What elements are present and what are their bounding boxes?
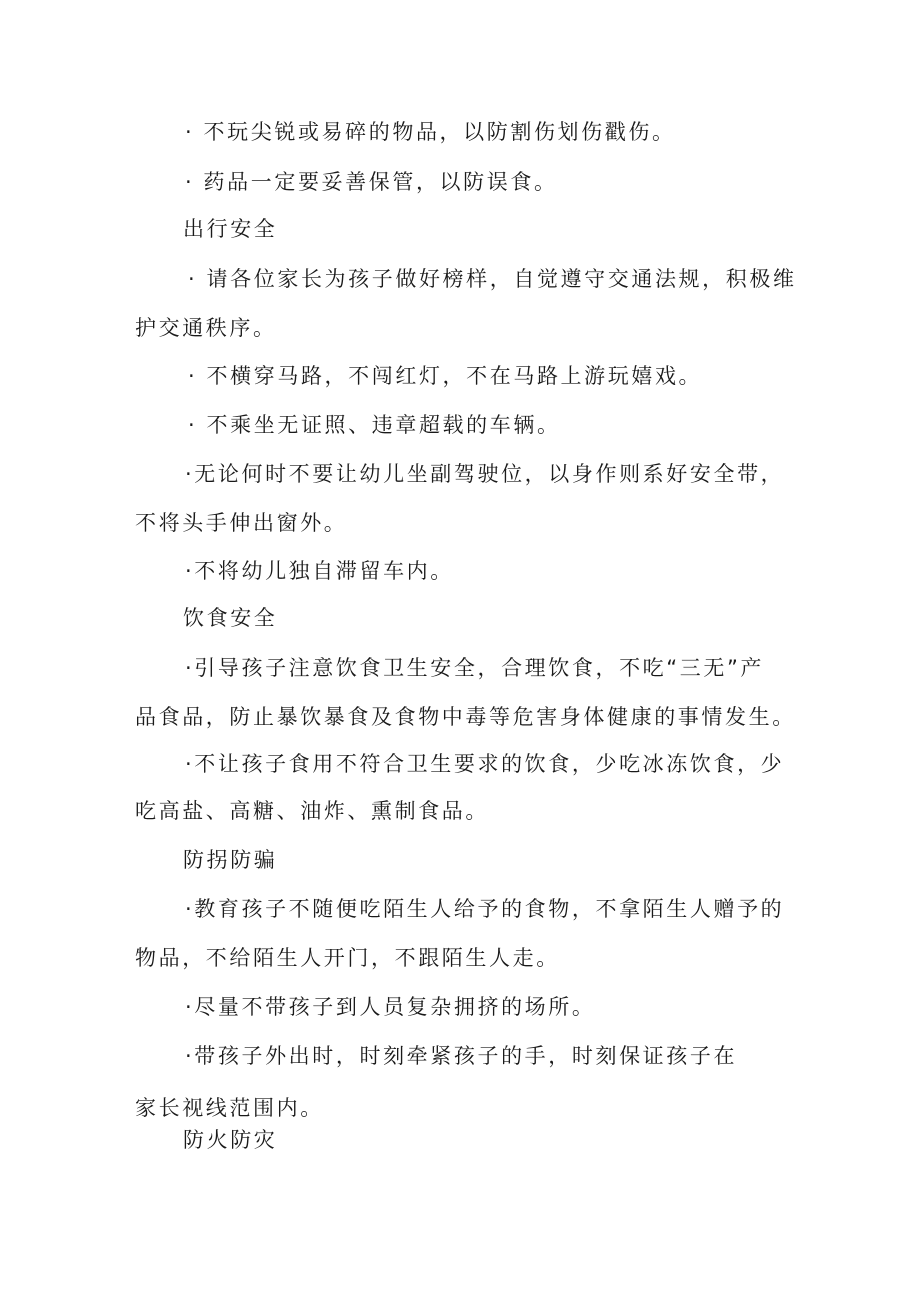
bullet-parents-example-line2: 护交通秩序。 bbox=[135, 316, 277, 340]
bullet-road-crossing: · 不横穿马路，不闯红灯，不在马路上游玩嬉戏。 bbox=[188, 364, 703, 388]
bullet-unlicensed-vehicles: · 不乘坐无证照、违章超载的车辆。 bbox=[188, 413, 561, 437]
heading-anti-abduction: 防拐防骗 bbox=[183, 848, 278, 872]
bullet-strangers-line1: ·教育孩子不随便吃陌生人给予的食物，不拿陌生人赠予的 bbox=[185, 897, 785, 921]
bullet-food-hygiene-line2: 品食品，防止暴饮暴食及食物中毒等危害身体健康的事情发生。 bbox=[135, 705, 796, 729]
bullet-front-seat-line2: 不将头手伸出窗外。 bbox=[135, 511, 348, 535]
bullet-crowded-places: ·尽量不带孩子到人员复杂拥挤的场所。 bbox=[185, 995, 596, 1019]
bullet-strangers-line2: 物品，不给陌生人开门，不跟陌生人走。 bbox=[135, 946, 560, 970]
bullet-food-requirements-line1: ·不让孩子食用不符合卫生要求的饮食，少吃冰冻饮食，少 bbox=[185, 752, 785, 776]
bullet-food-hygiene-line1: ·引导孩子注意饮食卫生安全，合理饮食，不吃“三无”产 bbox=[185, 656, 765, 680]
bullet-food-requirements-line2: 吃高盐、高糖、油炸、熏制食品。 bbox=[135, 799, 489, 823]
bullet-hold-hands-line2: 家长视线范围内。 bbox=[135, 1096, 324, 1120]
bullet-parents-example-line1: · 请各位家长为孩子做好榜样，自觉遵守交通法规，积极维 bbox=[188, 267, 797, 291]
bullet-front-seat-line1: ·无论何时不要让幼儿坐副驾驶位，以身作则系好安全带， bbox=[185, 462, 785, 486]
bullet-hold-hands-line1: ·带孩子外出时，时刻牵紧孩子的手，时刻保证孩子在 bbox=[185, 1044, 738, 1068]
bullet-sharp-objects: · 不玩尖锐或易碎的物品，以防割伤划伤戳伤。 bbox=[185, 120, 676, 144]
heading-travel-safety: 出行安全 bbox=[183, 217, 278, 241]
heading-food-safety: 饮食安全 bbox=[183, 606, 278, 630]
bullet-medicine: · 药品一定要妥善保管，以防误食。 bbox=[185, 170, 558, 194]
heading-fire-disaster: 防火防灾 bbox=[183, 1128, 278, 1152]
bullet-left-in-car: ·不将幼儿独自滞留车内。 bbox=[185, 559, 454, 583]
